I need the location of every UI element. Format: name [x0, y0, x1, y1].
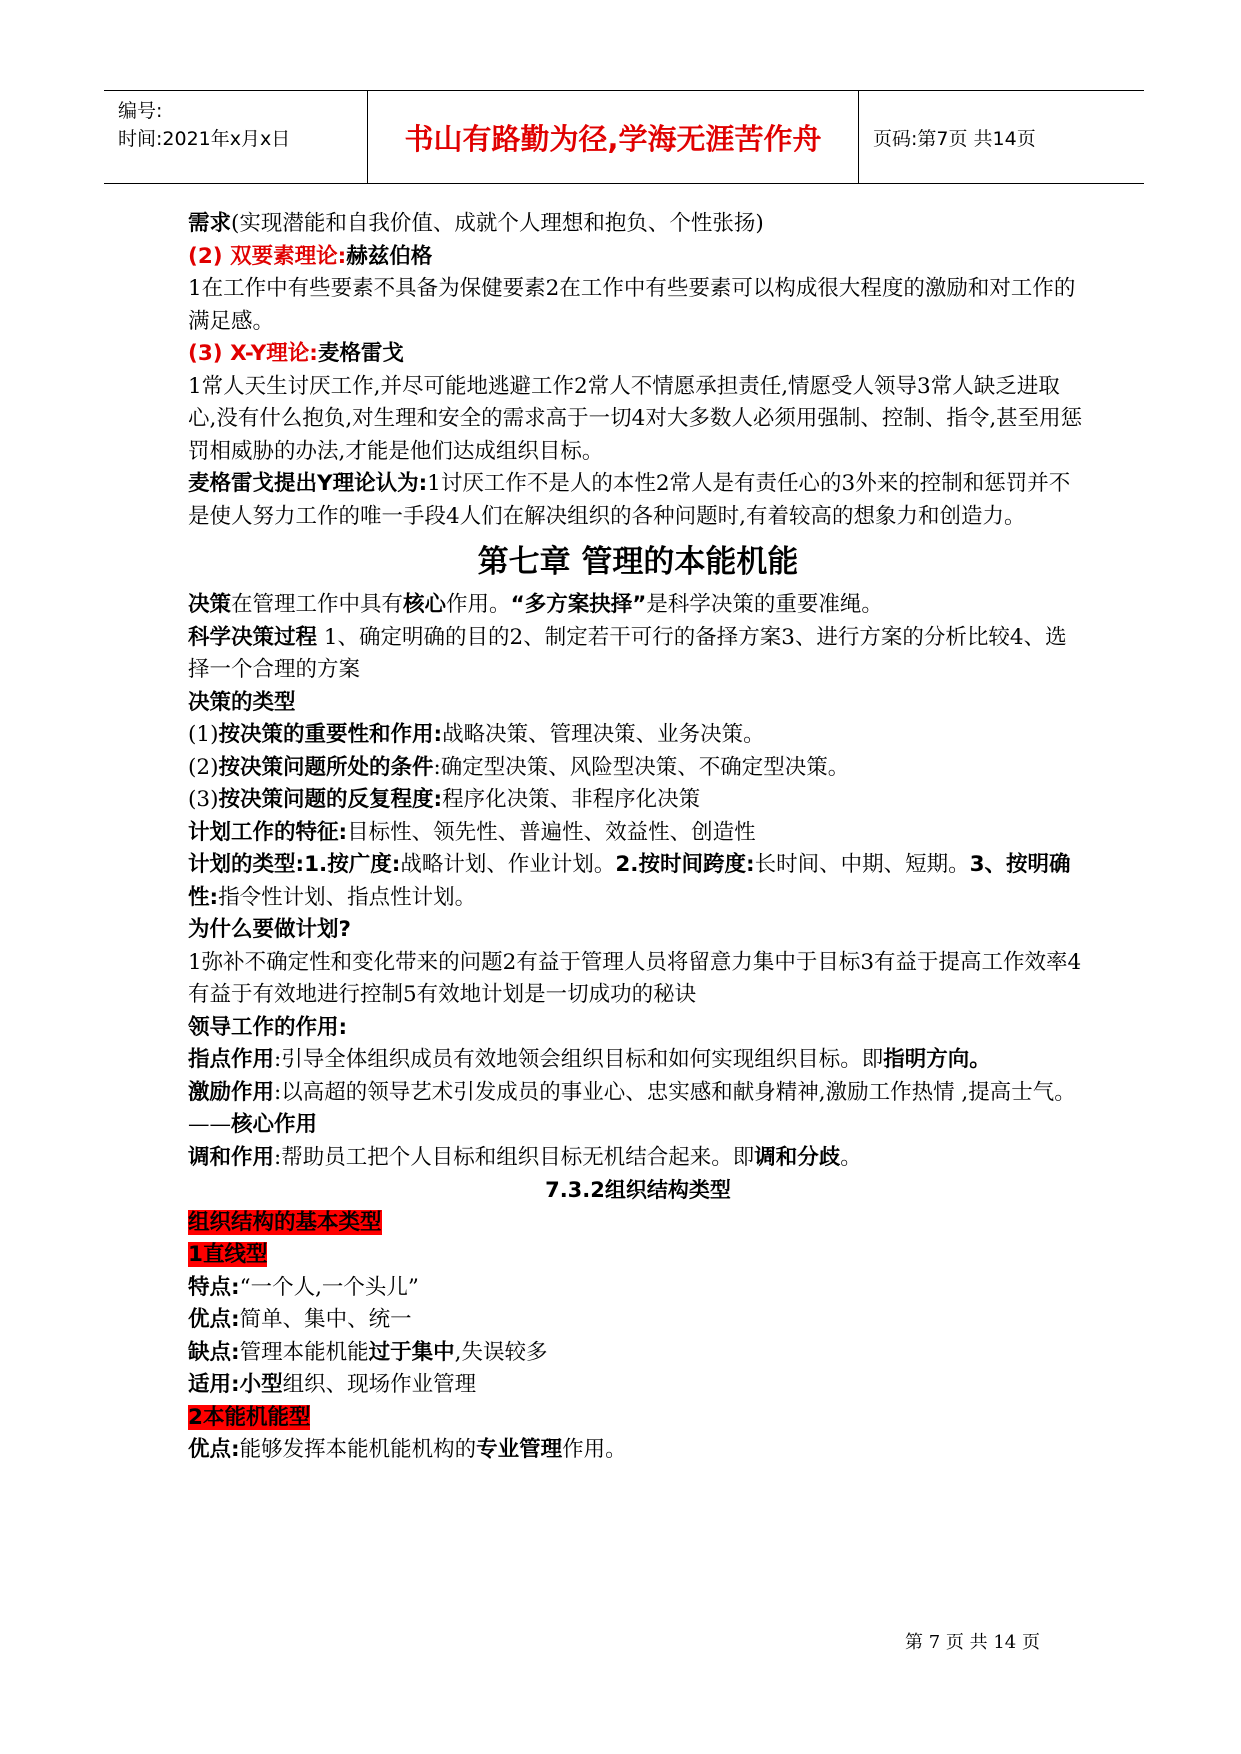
text: 1、确定明确的目的2、制定若干可行的备择方案3、进行方案的分析比较4、选择一个合理的方案 [188, 624, 1067, 682]
header-info-cell [104, 91, 368, 183]
bold-text: 指点作用 [188, 1047, 275, 1072]
page-header [104, 90, 1144, 184]
paragraph [188, 1142, 1088, 1175]
bold-text: 计划工作的特征: [188, 819, 348, 845]
item-number: (2) [188, 754, 219, 780]
paragraph: 1在工作中有些要素不具备为保健要素2在工作中有些要素可以构成很大程度的激励和对工作的满足感。 [188, 276, 1076, 334]
paragraph [188, 1272, 1088, 1305]
paragraph [188, 1402, 1088, 1435]
paragraph: 为什么要做计划? [188, 917, 351, 942]
bold-text: 科学决策过程 [188, 624, 318, 650]
bold-text: 特点: [188, 1274, 240, 1300]
paragraph [188, 622, 1088, 687]
bold-text: 按决策问题所处的条件 [218, 754, 434, 780]
bold-text: 计划的类型:1.按广度: [188, 852, 401, 877]
text: 指令性计划、指点性计划。 [218, 884, 477, 910]
item-number: (1) [188, 722, 219, 747]
bold-text: 激励作用 [188, 1079, 275, 1105]
bold-text: 缺点: [188, 1339, 240, 1365]
paragraph [188, 1304, 1088, 1337]
text: 长时间、中期、短期。 [754, 852, 970, 877]
text: 作用。 [446, 592, 511, 617]
text: 组织、现场作业管理 [282, 1372, 477, 1397]
paragraph [188, 241, 1088, 274]
paragraph: 领导工作的作用: [188, 1014, 348, 1040]
paragraph [188, 208, 1088, 241]
theorist-name: 麦格雷戈 [317, 341, 404, 366]
bold-text: 优点: [188, 1437, 240, 1462]
bold-text: 决策 [188, 592, 232, 617]
time-label: 时间:2021年x月x日 [118, 128, 291, 150]
theorist-name: 赫兹伯格 [346, 243, 433, 269]
text: 1讨厌工作不是人的本性2常人是有责任心的3外来的控制和惩罚并不是使人努力工作的唯一手段4人们在解决组织的各种问题时,有着较高的想象力和创造力。 [188, 471, 1071, 529]
bold-text: 按决策问题的反复程度: [218, 787, 443, 812]
bold-text: 调和分歧 [754, 1144, 841, 1170]
text: :确定型决策、风险型决策、不确定型决策。 [433, 754, 850, 780]
bold-text: 调和作用 [188, 1144, 275, 1170]
bold-text: “多方案抉择” [510, 592, 647, 617]
text: 在管理工作中具有 [231, 592, 404, 617]
bold-text: 需求 [188, 211, 232, 236]
theory-name: 双要素理论: [230, 243, 347, 269]
text: 作用。 [562, 1437, 627, 1462]
paragraph [188, 1337, 1088, 1370]
number-label: 编号: [118, 100, 163, 122]
bold-text: 优点: [188, 1307, 240, 1332]
paragraph [188, 589, 1088, 622]
bold-text: 核心作用 [231, 1112, 318, 1137]
text: 目标性、领先性、普遍性、效益性、创造性 [347, 819, 756, 845]
paragraph [188, 1239, 1088, 1272]
item-number: (3) [188, 341, 231, 366]
bold-text: 适用: [188, 1372, 240, 1397]
text: :以高超的领导艺术引发成员的事业心、忠实感和献身精神,激励工作热情 ,提高士气。—— [188, 1079, 1076, 1137]
theory-name: X-Y理论: [230, 341, 318, 366]
text: 简单、集中、统一 [239, 1307, 412, 1332]
highlighted-heading: 组织结构的基本类型 [188, 1209, 382, 1235]
paragraph [188, 1434, 1088, 1467]
text: 程序化决策、非程序化决策 [442, 787, 701, 812]
header-page-label: 页码:第7页 共14页 [873, 127, 1036, 150]
bold-text: 小型 [239, 1372, 283, 1397]
text: (实现潜能和自我价值、成就个人理想和抱负、个性张扬) [231, 211, 764, 236]
bold-text: 2.按时间跨度: [615, 852, 755, 877]
paragraph [188, 1077, 1088, 1142]
text: 战略计划、作业计划。 [400, 852, 616, 877]
document-body [188, 208, 1088, 1467]
bold-text: 麦格雷戈提出Y理论认为: [188, 471, 428, 496]
text: 。 [840, 1144, 862, 1170]
bold-text: 核心 [403, 592, 447, 617]
bold-text: 专业管理 [476, 1437, 563, 1462]
paragraph [188, 1369, 1088, 1402]
page-footer: 第 7 页 共 14 页 [905, 1632, 1040, 1653]
paragraph [188, 338, 1088, 371]
highlighted-heading: 1直线型 [188, 1242, 268, 1267]
text: 管理本能机能 [239, 1339, 369, 1365]
paragraph [188, 1207, 1088, 1240]
text: ,失误较多 [454, 1339, 548, 1365]
text: 战略决策、管理决策、业务决策。 [442, 722, 765, 747]
paragraph [188, 719, 1088, 752]
text: :帮助员工把个人目标和组织目标无机结合起来。即 [274, 1144, 755, 1170]
section-title: 7.3.2组织结构类型 [545, 1178, 731, 1202]
paragraph [188, 752, 1088, 785]
header-motto: 书山有路勤为径,学海无涯苦作舟 [368, 91, 859, 183]
text: :引导全体组织成员有效地领会组织目标和如何实现组织目标。即 [274, 1047, 884, 1072]
text: 是科学决策的重要准绳。 [646, 592, 883, 617]
paragraph [188, 1044, 1088, 1077]
bold-text: 按决策的重要性和作用: [218, 722, 443, 747]
paragraph [188, 784, 1088, 817]
paragraph: 1弥补不确定性和变化带来的问题2有益于管理人员将留意力集中于目标3有益于提高工作效率4有益于有效地进行控制5有效地计划是一切成功的秘诀 [188, 949, 1082, 1007]
paragraph: 决策的类型 [188, 689, 296, 715]
bold-text: 3、按明确性: [188, 852, 1071, 910]
item-number: (3) [188, 787, 219, 812]
highlighted-heading: 2本能机能型 [188, 1404, 311, 1430]
text: “一个人,一个头儿” [239, 1274, 419, 1300]
bold-text: 指明方向。 [883, 1047, 991, 1072]
paragraph [188, 817, 1088, 850]
text: 能够发挥本能机能机构的 [239, 1437, 477, 1462]
paragraph [188, 468, 1088, 533]
paragraph [188, 849, 1088, 914]
item-number: (2) [188, 243, 231, 269]
chapter-title: 第七章 管理的本能机能 [477, 544, 799, 580]
paragraph: 1常人天生讨厌工作,并尽可能地逃避工作2常人不情愿承担责任,情愿受人领导3常人缺乏进取心,没有什么抱负,对生理和安全的需求高于一切4对大多数人必须用强制、控制、指令,甚至用惩罚相威胁的办法,才能是他们达成组织目标。 [188, 373, 1083, 464]
bold-text: 过于集中 [368, 1339, 455, 1365]
